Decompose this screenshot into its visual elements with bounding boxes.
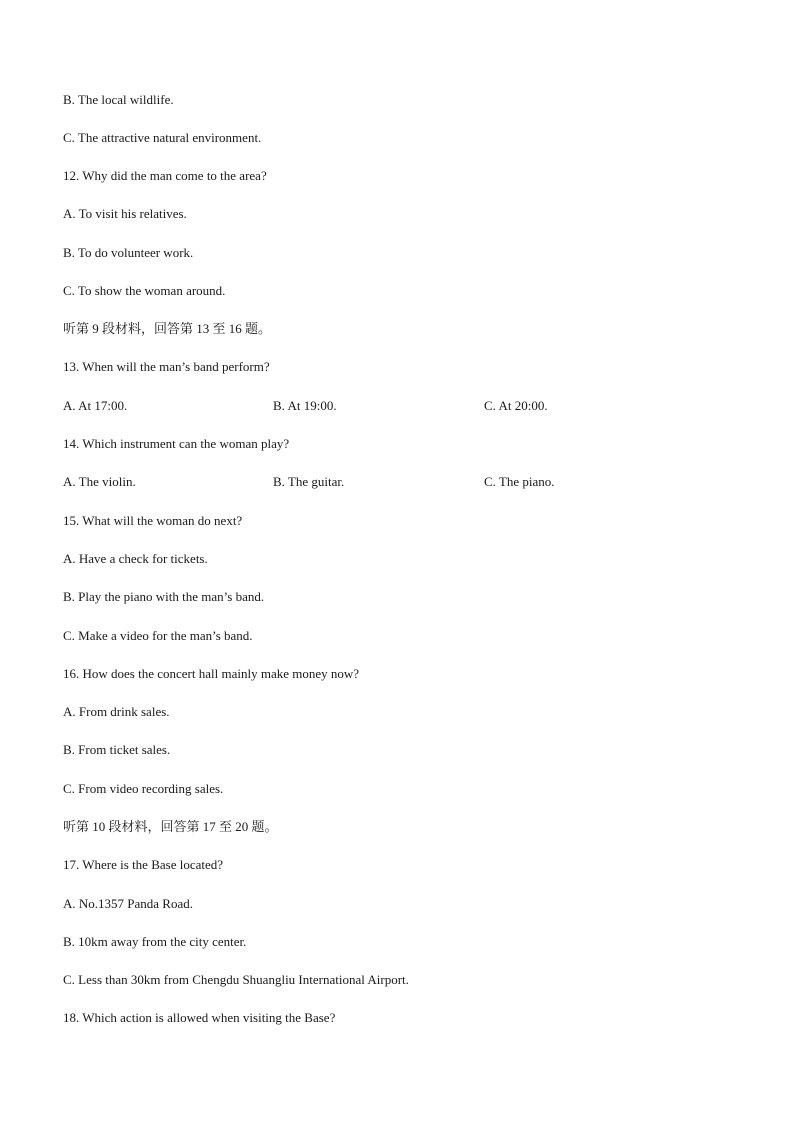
q14-option-b: B. The guitar. (273, 474, 345, 489)
q16-option-c: C. From video recording sales. (63, 781, 224, 796)
q16-option-a: A. From drink sales. (63, 704, 170, 719)
q13-option-c: C. At 20:00. (484, 398, 548, 413)
question-18: 18. Which action is allowed when visiting the Base? (63, 1010, 336, 1025)
q13-option-b: B. At 19:00. (273, 398, 337, 413)
q17-option-a: A. No.1357 Panda Road. (63, 896, 193, 911)
q17-option-b: B. 10km away from the city center. (63, 934, 247, 949)
q15-option-c: C. Make a video for the man’s band. (63, 628, 253, 643)
question-15: 15. What will the woman do next? (63, 513, 243, 528)
q13-option-a: A. At 17:00. (63, 398, 128, 413)
q11-option-b: B. The local wildlife. (63, 92, 174, 107)
q12-option-c: C. To show the woman around. (63, 283, 226, 298)
question-14: 14. Which instrument can the woman play? (63, 436, 290, 451)
q15-option-b: B. Play the piano with the man’s band. (63, 589, 265, 604)
q14-option-c: C. The piano. (484, 474, 555, 489)
section-heading-9: 听第 9 段材料，回答第 13 至 16 题。 (63, 321, 272, 336)
q16-option-b: B. From ticket sales. (63, 742, 171, 757)
q14-option-a: A. The violin. (63, 474, 136, 489)
question-13: 13. When will the man’s band perform? (63, 359, 270, 374)
q17-option-c: C. Less than 30km from Chengdu Shuangliu International Airport. (63, 972, 409, 987)
q12-option-a: A. To visit his relatives. (63, 206, 187, 221)
q12-option-b: B. To do volunteer work. (63, 245, 194, 260)
q11-option-c: C. The attractive natural environment. (63, 130, 262, 145)
question-12: 12. Why did the man come to the area? (63, 168, 267, 183)
section-heading-10: 听第 10 段材料，回答第 17 至 20 题。 (63, 819, 278, 834)
question-16: 16. How does the concert hall mainly make money now? (63, 666, 360, 681)
q15-option-a: A. Have a check for tickets. (63, 551, 208, 566)
question-17: 17. Where is the Base located? (63, 857, 224, 872)
